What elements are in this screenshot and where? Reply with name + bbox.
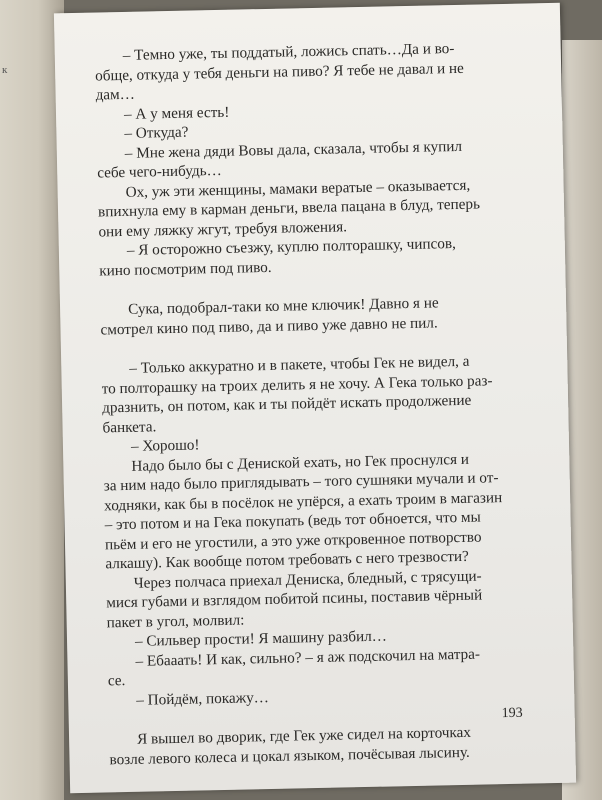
text-line: банкета. [102, 417, 157, 436]
text-line: – Пойдём, покажу… [136, 688, 270, 709]
text-line: се. [107, 672, 126, 690]
text-line: дам… [95, 85, 136, 104]
text-line: пьём и его не угостили, а это уже откровенное потворство [104, 528, 482, 553]
left-margin-mark: к [2, 64, 8, 76]
text-line: – Откуда? [124, 123, 189, 142]
text-line: себе чего-нибудь… [97, 161, 222, 182]
text-line: Я вышел во дворик, где Гек уже сидел на корточках [136, 723, 472, 748]
text-line: – Хорошо! [130, 436, 200, 455]
text-line: пакет в угол, молвил: [106, 611, 245, 631]
left-page-edge [0, 0, 64, 800]
book-page [54, 3, 576, 793]
text-line: ходняки, как бы в посёлок не упёрся, а ехать троим в магазин [104, 488, 503, 514]
text-line: впихнула ему в карман деньги, ввела пацана в блуд, теперь [97, 195, 481, 221]
text-line: – Ебааать! И как, сильно? – я аж подскочил на матра- [135, 645, 481, 670]
text-line: за ним надо было приглядывать – того сушняки мучали и от- [103, 469, 499, 495]
text-line: – А у меня есть! [123, 103, 230, 123]
page-text [95, 38, 532, 770]
text-line: они ему ляжку жгут, требуя вложения. [98, 217, 348, 240]
text-line: Надо было бы с Дениской ехать, но Гек проснулся и [131, 450, 470, 475]
text-line: мися губами и взглядом побитой псины, поставив чёрный [106, 586, 483, 612]
text-line: обще, откуда у тебя деньги на пиво? Я тебе не давал и не [95, 59, 464, 85]
text-line: – Темно уже, ты поддатый, ложись спать…Да и во- [122, 40, 455, 64]
page-number: 193 [501, 705, 523, 722]
text-line: дразнить, он потом, как и ты пойдёт искать продолжение [101, 391, 472, 417]
text-line: Ох, уж эти женщины, мамаки вератые – оказывается, [125, 176, 471, 201]
text-line: – Мне жена дяди Вовы дала, сказала, чтобы я купил [124, 137, 463, 162]
text-line: – Сильвер прости! Я машину разбил… [134, 627, 388, 650]
text-line: алкашу). Как вообще потом требовать с него трезвости? [105, 547, 469, 573]
text-line: – это потом и на Гека покупать (ведь тот обноется, что мы [104, 508, 481, 534]
text-line: смотрел кино под пиво, да и пиво уже давно не пил. [100, 313, 438, 338]
text-line: – Я осторожно съезжу, куплю полторашку, чипсов, [126, 235, 457, 259]
text-line: Через полчаса приехал Дениска, бледный, с трясущи- [133, 567, 482, 592]
text-line: возле левого колеса и цокал языком, почёсывая лысину. [109, 743, 470, 768]
text-line: кино посмотрим под пиво. [99, 258, 272, 279]
text-line: – Только аккуратно и в пакете, чтобы Гек не видел, а [129, 352, 470, 377]
text-line: Сука, подобрал-таки ко мне ключик! Давно я не [127, 294, 439, 318]
text-line: то полторашку на троих делить я не хочу. А Гека только раз- [101, 371, 493, 397]
